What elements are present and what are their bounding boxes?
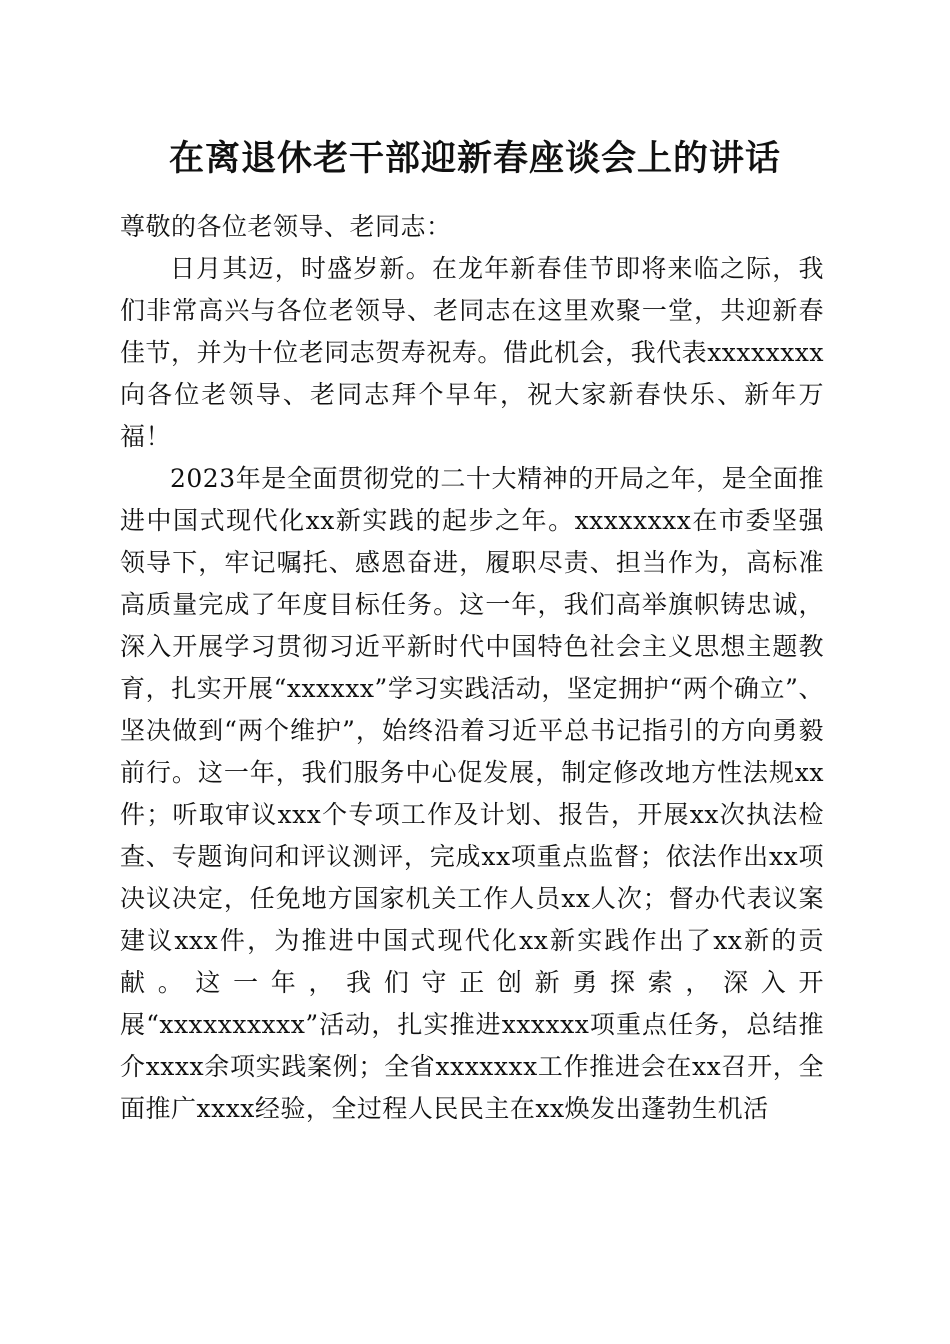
paragraph-opening: 日月其迈，时盛岁新。在龙年新春佳节即将来临之际，我们非常高兴与各位老领导、老同志在这里欢聚一堂，共迎新春佳节，并为十位老同志贺寿祝寿。借此机会，我代表xxxxxxxx向各位老领导、老同志拜个早年，祝大家新春快乐、新年万福！ — [120, 254, 824, 451]
document-body — [120, 206, 824, 1130]
salutation: 尊敬的各位老领导、老同志： — [120, 212, 452, 241]
document-title: 在离退休老干部迎新春座谈会上的讲话 — [168, 138, 781, 179]
paragraph-review-2023: 2023年是全面贯彻党的二十大精神的开局之年，是全面推进中国式现代化xx新实践的起步之年。xxxxxxxx在市委坚强领导下，牢记嘱托、感恩奋进，履职尽责、担当作为，高标准高质量完成了年度目标任务。这一年，我们高举旗帜铸忠诚，深入开展学习贯彻习近平新时代中国特色社会主义思想主题教育，扎实开展“xxxxxx”学习实践活动，坚定拥护“两个确立”、坚决做到“两个维护”，始终沿着习近平总书记指引的方向勇毅前行。这一年，我们服务中心促发展，制定修改地方性法规xx件；听取审议xxx个专项工作及计划、报告，开展xx次执法检查、专题询问和评议测评，完成xx项重点监督；依法作出xx项决议决定，任免地方国家机关工作人员xx人次；督办代表议案建议xxx件，为推进中国式现代化xx新实践作出了xx新的贡献。这一年，我们守正创新勇探索，深入开展“xxxxxxxxxx”活动，扎实推进xxxxxx项重点任务，总结推介xxxx余项实践案例；全省xxxxxxx工作推进会在xx召开，全面推广xxxx经验，全过程人民民主在xx焕发出蓬勃生机活 — [120, 464, 824, 1123]
